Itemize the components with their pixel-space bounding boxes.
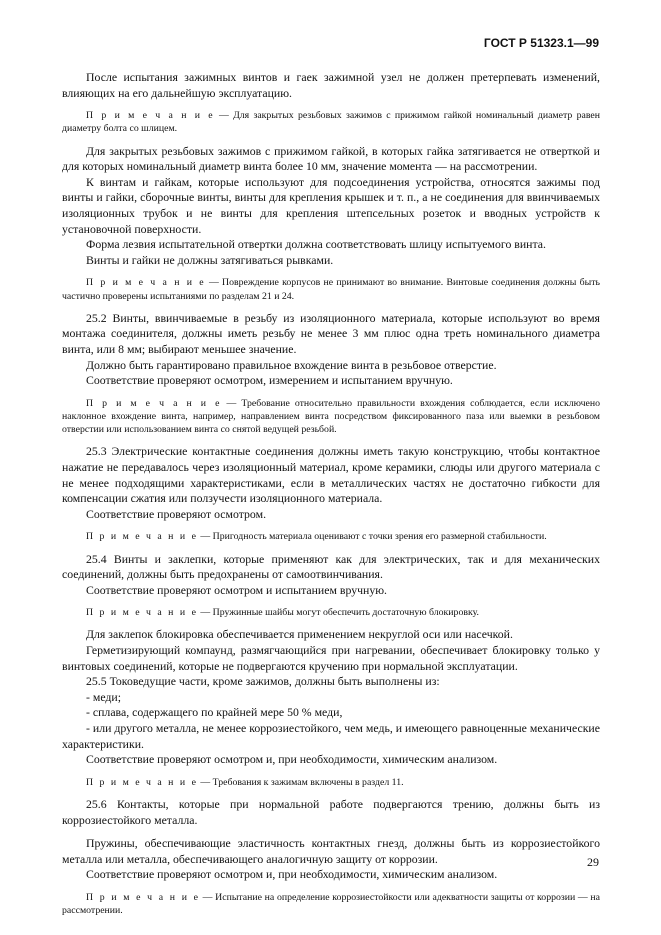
note-text: — Требование относительно правильности вхождения соблюдается, если исключено наклонное вхождение винта, например, направлением винта посредством фиксированного паза или выемки в резьбовом отверстии или использованием винта со снятой ведущей резьбой. (62, 397, 600, 436)
paragraph: Форма лезвия испытательной отвертки должна соответствовать шлицу испытуемого винта. (86, 237, 546, 252)
paragraph: Соответствие проверяют осмотром и испытанием вручную. (86, 582, 387, 597)
standard-header: ГОСТ Р 51323.1—99 (483, 36, 599, 50)
paragraph: Соответствие проверяют осмотром. (86, 506, 267, 521)
note-label: П р и м е ч а н и е (86, 531, 198, 543)
note (62, 276, 600, 302)
note (62, 606, 600, 619)
paragraph: Соответствие проверяют осмотром, измерением и испытанием вручную. (86, 373, 453, 388)
note-text: — Для закрытых резьбовых зажимов с прижимом гайкой номинальный диаметр равен диаметру болта со шлицем. (62, 110, 600, 135)
paragraph: Винты и гайки не должны затягиваться рывками. (86, 252, 334, 267)
paragraph: Должно быть гарантировано правильное вхождение винта в резьбовое отверстие. (86, 357, 497, 372)
paragraph: 25.6 Контакты, которые при нормальной работе подвергаются трению, должны быть из коррозиестойкого металла. (62, 797, 600, 827)
note (62, 776, 600, 789)
note-text: — Испытание на определение коррозиестойкости или адекватности защиты от коррозии — на рассмотрении. (62, 892, 600, 917)
note-text: — Пружинные шайбы могут обеспечить достаточную блокировку. (197, 607, 479, 619)
document-body (62, 70, 600, 917)
paragraph: 25.2 Винты, ввинчиваемые в резьбу из изоляционного материала, которые используют во время монтажа соединителя, должны иметь резьбу не менее 3 мм плюс одна треть номинального диаметра винта, или 8 мм; выбирают меньшее значение. (62, 310, 600, 356)
list-item: - или другого металла, не менее коррозиестойкого, чем медь, и имеющего равноценные механические характеристики. (62, 721, 600, 751)
note-label: П р и м е ч а н и е (86, 397, 222, 409)
page-number: 29 (587, 855, 599, 869)
paragraph: После испытания зажимных винтов и гаек зажимной узел не должен претерпевать изменений, влияющих на его дальнейшую эксплуатацию. (62, 70, 600, 100)
paragraph: Для закрытых резьбовых зажимов с прижимом гайкой, в которых гайка затягивается не отверткой и для которых номинальный диаметр винта более 10 мм, значение момента — на рассмотрении. (62, 143, 600, 174)
list-item: - сплава, содержащего по крайней мере 50 % меди, (86, 705, 343, 720)
paragraph: Герметизирующий компаунд, размягчающийся при нагревании, обеспечивает блокировку только у винтовых соединений, которые не подвергаются кручению при нормальной эксплуатации. (62, 643, 600, 673)
note-label: П р и м е ч а н и е (86, 110, 215, 122)
paragraph: Для заклепок блокировка обеспечивается применением некруглой оси или насечкой. (86, 627, 513, 642)
paragraph: 25.4 Винты и заклепки, которые применяют как для электрических, так и для механических соединений, должны быть предохранены от самоотвинчивания. (62, 551, 600, 582)
note-label: П р и м е ч а н и е (86, 277, 206, 289)
paragraph: Соответствие проверяют осмотром и, при необходимости, химическим анализом. (86, 867, 498, 882)
note-text: — Пригодность материала оценивают с точки зрения его размерной стабильности. (197, 531, 547, 543)
note (62, 109, 600, 135)
paragraph: Пружины, обеспечивающие эластичность контактных гнезд, должны быть из коррозиестойкого металла или металла, обеспечивающего аналогичную защиту от коррозии. (62, 836, 600, 866)
note-text: — Повреждение корпусов не принимают во внимание. Винтовые соединения должны быть частично проверены испытаниями по разделам 21 и 24. (62, 277, 600, 302)
note (62, 397, 600, 437)
note (62, 891, 600, 917)
list-item: - меди; (86, 689, 122, 704)
paragraph: 25.5 Токоведущие части, кроме зажимов, должны быть выполнены из: (86, 674, 440, 689)
paragraph: 25.3 Электрические контактные соединения должны иметь такую конструкцию, чтобы контактное нажатие не передавалось через изоляционный материал, кроме керамики, слюды или другого материала с не менее подходящими характеристиками, если в металлических частях не достаточно гибкости для компенсации сжатия или ползучести изоляционного материала. (62, 444, 600, 506)
note-label: П р и м е ч а н и е (86, 776, 198, 788)
note-label: П р и м е ч а н и е (86, 607, 198, 619)
paragraph: Соответствие проверяют осмотром и, при необходимости, химическим анализом. (86, 752, 498, 767)
note-label: П р и м е ч а н и е (86, 892, 200, 903)
note-text: — Требования к зажимам включены в раздел 11. (197, 776, 404, 788)
paragraph: К винтам и гайкам, которые используют для подсоединения устройства, относятся зажимы под винты и гайки, сборочные винты, винты для крепления крышек и т. п., а не соединения для ввинчиваемых изоляционных трубок и не винты для крепления штепсельных розеток и вводных устройств к установочной поверхности. (62, 174, 600, 236)
note (62, 530, 600, 543)
